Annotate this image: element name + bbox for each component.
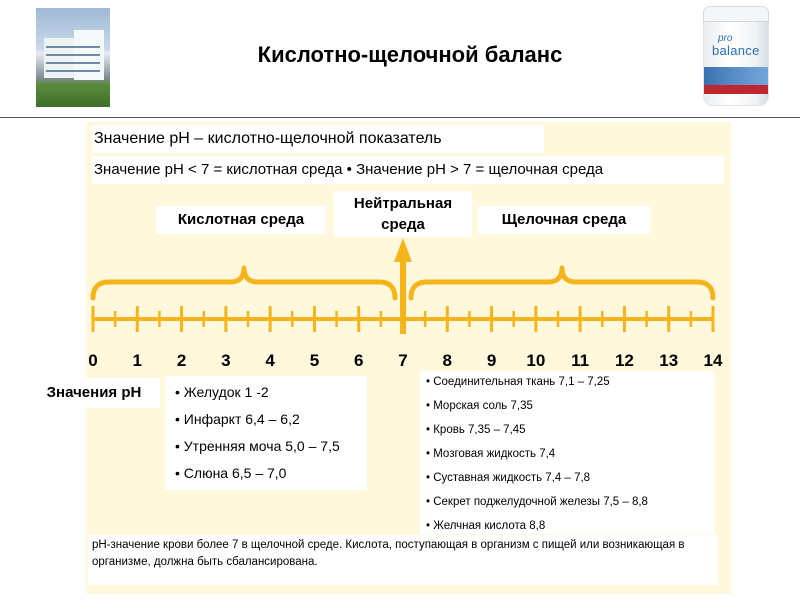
scale-tick-label: 3 bbox=[221, 351, 231, 370]
blood-ph-note: pH-значение крови более 7 в щелочной среде. Кислота, поступающая в организм с пищей или возникающая в организме, должна быть сбалансирована. bbox=[88, 535, 718, 585]
neutral-arrow-head bbox=[394, 238, 412, 262]
scale-tick-label: 12 bbox=[614, 351, 634, 370]
acid-range-brace bbox=[93, 268, 395, 298]
product-logo-balance: balance bbox=[712, 43, 760, 58]
scale-tick-label: 4 bbox=[265, 351, 275, 370]
ph-ranges-summary: Значение pH < 7 = кислотная среда • Значение pH > 7 = щелочная среда bbox=[92, 156, 724, 184]
scale-tick-label: 5 bbox=[309, 351, 320, 370]
scale-tick-label: 14 bbox=[703, 351, 723, 370]
acid-item: • Инфаркт 6,4 – 6,2 bbox=[175, 411, 300, 427]
acid-range-label: Кислотная среда bbox=[156, 206, 326, 234]
scale-tick-label: 2 bbox=[176, 351, 187, 370]
neutral-label-line2: среда bbox=[381, 216, 425, 233]
alkaline-range-brace bbox=[411, 268, 713, 298]
scale-tick-label: 6 bbox=[353, 351, 364, 370]
scale-tick-label: 8 bbox=[442, 351, 453, 370]
acid-item: • Слюна 6,5 – 7,0 bbox=[175, 465, 287, 481]
acid-item: • Желудок 1 -2 bbox=[175, 384, 269, 400]
alkaline-item: • Кровь 7,35 – 7,45 bbox=[426, 424, 526, 436]
acid-values-list bbox=[165, 376, 367, 490]
alkaline-item: • Желчная кислота 8,8 bbox=[426, 520, 546, 532]
alkaline-item: • Соединительная ткань 7,1 – 7,25 bbox=[426, 376, 610, 388]
scale-tick-label: 7 bbox=[398, 351, 408, 370]
acid-item: • Утренняя моча 5,0 – 7,5 bbox=[175, 438, 340, 454]
scale-tick-label: 1 bbox=[132, 351, 143, 370]
alkaline-range-label: Щелочная среда bbox=[478, 206, 650, 234]
scale-tick-label: 10 bbox=[526, 351, 546, 370]
scale-tick-label: 11 bbox=[571, 351, 590, 370]
alkaline-item: • Морская соль 7,35 bbox=[426, 400, 533, 412]
alkaline-item: • Суставная жидкость 7,4 – 7,8 bbox=[426, 472, 591, 484]
alkaline-item: • Секрет поджелудочной железы 7,5 – 8,8 bbox=[426, 496, 648, 508]
scale-tick-label: 9 bbox=[486, 351, 497, 370]
alkaline-item: • Мозговая жидкость 7,4 bbox=[426, 448, 556, 460]
alkaline-values-list bbox=[420, 371, 714, 534]
page-title: Кислотно-щелочной баланс bbox=[257, 42, 563, 67]
neutral-label-line1: Нейтральная bbox=[353, 195, 453, 212]
scale-tick-label: 0 bbox=[88, 351, 98, 370]
product-logo-pro: pro bbox=[718, 33, 733, 44]
ph-definition: Значение pH – кислотно-щелочной показатель bbox=[92, 125, 544, 153]
ph-values-label: Значения pH bbox=[28, 378, 160, 408]
scale-tick-label: 13 bbox=[659, 351, 679, 370]
